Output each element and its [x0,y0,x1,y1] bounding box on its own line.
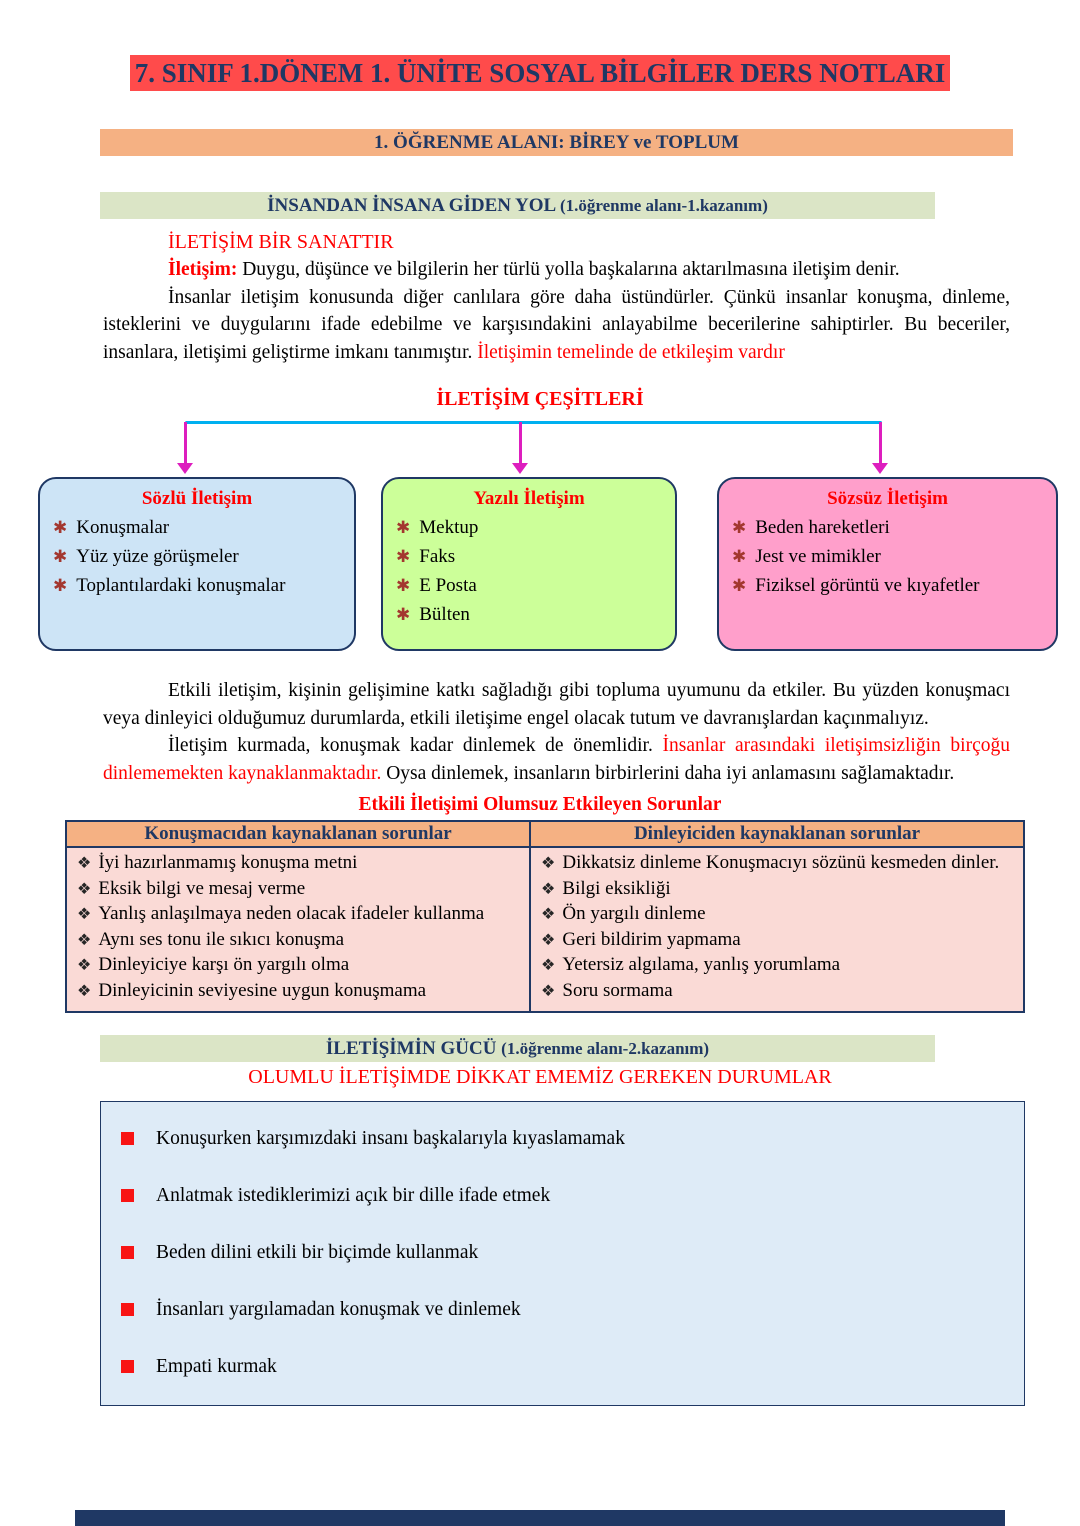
list-item [48,542,346,571]
diamond-bullet-icon: ❖ [541,906,556,923]
paragraph-red-note: İnsanlar arasındaki iletişimsizliğin birçoğu dinlememekten kaynaklanmaktadır. [103,735,1010,784]
asterisk-bullet-icon: ✱ [732,547,747,566]
diagram-box-sozlu-iletisim [38,477,356,651]
problem-item [77,851,521,877]
list-item-text: İnsanları yargılamadan konuşmak ve dinlemek [156,1299,521,1320]
problem-item-text: Geri bildirim yapmama [562,928,741,950]
table-header-listener: Dinleyiciden kaynaklanan sorunlar [530,821,1024,847]
problem-item-text: Soru sormama [562,979,673,1001]
list-item [121,1127,1000,1151]
title-row [0,0,1080,89]
problem-item-text: Yetersiz algılama, yanlış yorumlama [562,954,841,975]
middle-paragraphs [103,677,1010,787]
asterisk-bullet-icon: ✱ [396,605,411,624]
problem-item [541,902,1015,928]
problem-item-text: Bilgi eksikliği [562,877,671,899]
list-item-text: Fiziksel görüntü ve kıyafetler [755,575,980,596]
learning-area-banner-text: 1. ÖĞRENME ALANI: BİREY ve TOPLUM [374,132,739,153]
list-item-text: Beden dilini etkili bir biçimde kullanmak [156,1242,479,1263]
positive-communication-box [100,1101,1025,1406]
list-item-text: Bülten [419,604,470,625]
list-item-text: Konuşurken karşımızdaki insanı başkalarıyla kıyaslamamak [156,1128,625,1149]
red-square-bullet-icon [121,1303,134,1316]
paragraph-red-note: İletişimin temelinde de etkileşim vardır [477,341,785,363]
footer-bar [75,1510,1005,1526]
connector-horizontal-line [185,421,882,424]
problem-item-text: Dinleyiciye karşı ön yargılı olma [98,954,350,975]
problem-item [77,979,521,1005]
list-item [391,513,667,542]
diagram-title: İLETİŞİM ÇEŞİTLERİ [436,388,644,410]
diamond-bullet-icon: ❖ [541,982,556,1000]
problem-item [77,953,521,979]
down-arrow-icon [177,422,193,474]
diamond-bullet-icon: ❖ [77,880,92,898]
problem-item-text: Eksik bilgi ve mesaj verme [98,877,306,899]
problem-item-text: İyi hazırlanmamış konuşma metni [98,852,358,873]
definition-term: İletişim: [168,259,238,280]
learning-area-banner [100,129,1013,156]
table-header-row [66,821,1024,847]
diamond-bullet-icon: ❖ [541,880,556,898]
list-item-text: Empati kurmak [156,1356,277,1377]
problem-item [77,902,521,928]
diamond-bullet-icon: ❖ [77,855,92,872]
list-item [727,513,1048,542]
list-item [727,542,1048,571]
problem-item [541,877,1015,903]
list-item [48,513,346,542]
definition-text: Duygu, düşünce ve bilgilerin her türlü yolla başkalarına aktarılmasına iletişim denir. [237,259,900,280]
power-banner-title: İLETİŞİMİN GÜCÜ [325,1038,497,1059]
topic-banner [100,192,935,219]
power-banner [100,1035,935,1062]
table-header-speaker: Konuşmacıdan kaynaklanan sorunlar [66,821,530,847]
list-item [391,542,667,571]
table-title: Etkili İletişimi Olumsuz Etkileyen Sorunlar [358,794,722,815]
diagram-box-yazili-iletisim [381,477,677,651]
paragraph-listening [103,732,1010,787]
box-title: Yazılı İletişim [473,488,585,509]
diamond-bullet-icon: ❖ [77,957,92,974]
list-item [121,1184,1000,1208]
asterisk-bullet-icon: ✱ [53,547,68,566]
list-item-text: Jest ve mimikler [755,546,881,567]
problem-item [541,851,1015,877]
problem-item-text: Dinleyicinin seviyesine uygun konuşmama [98,979,427,1001]
diamond-bullet-icon: ❖ [541,931,556,949]
list-item-text: Anlatmak istediklerimizi açık bir dille ifade etmek [156,1185,551,1206]
diamond-bullet-icon: ❖ [77,931,92,949]
diagram-connector [0,419,1080,477]
asterisk-bullet-icon: ✱ [396,547,411,566]
list-item-text: Yüz yüze görüşmeler [76,546,239,567]
list-item [121,1355,1000,1379]
diamond-bullet-icon: ❖ [77,982,92,1000]
table-cell-speaker-problems [66,847,530,1012]
list-item-text: Beden hareketleri [755,517,890,538]
paragraph-effective-communication: Etkili iletişim, kişinin gelişimine katkı sağladığı gibi topluma uyumunu da etkiler. Bu yüzden konuşmacı veya dinleyici olduğumuz durumlarda, etkili iletişime engel olacak tutum ve davranışlardan kaçınmalıyız. [103,680,1010,729]
list-item-text: Faks [419,546,456,567]
asterisk-bullet-icon: ✱ [732,576,747,595]
problem-item [77,877,521,903]
red-square-bullet-icon [121,1189,134,1202]
list-item [727,571,1048,600]
list-item-text: Konuşmalar [76,517,170,538]
topic-banner-title: İNSANDAN İNSANA GİDEN YOL [267,195,556,216]
asterisk-bullet-icon: ✱ [732,518,747,537]
problem-item-text: Ön yargılı dinleme [562,903,706,924]
page-title: 7. SINIF 1.DÖNEM 1. ÜNİTE SOSYAL BİLGİLER DERS NOTLARI [130,55,950,91]
communication-problems-table [65,820,1025,1013]
diamond-bullet-icon: ❖ [541,855,556,872]
asterisk-bullet-icon: ✱ [53,576,68,595]
red-square-bullet-icon [121,1360,134,1373]
problem-item [541,928,1015,954]
asterisk-bullet-icon: ✱ [396,518,411,537]
list-item-text: E Posta [419,575,477,596]
problem-item [77,928,521,954]
paragraph-text: İnsanlar iletişim konusunda diğer canlılara göre daha üstündürler. Çünkü insanlar konuşma, dinleme, isteklerini ve duygularını ifade edebilme ve karşısındakini anlayabilme becerilerine sahiptirler. Bu beceriler, insanlara, iletişimi geliştirme imkanı tanımıştır. [103,286,1010,363]
problem-item [541,979,1015,1005]
power-subtitle: OLUMLU İLETİŞİMDE DİKKAT EMEMİZ GEREKEN DURUMLAR [248,1066,832,1088]
problem-item [541,953,1015,979]
table-body-row [66,847,1024,1012]
diamond-bullet-icon: ❖ [541,957,556,974]
table-cell-listener-problems [530,847,1024,1012]
paragraph-definition [103,256,1010,284]
list-item [48,571,346,600]
section-heading-iletisim-bir-sanattir: İLETİŞİM BİR SANATTIR [168,231,394,253]
down-arrow-icon [512,422,528,474]
down-arrow-icon [872,422,888,474]
problem-item-text: Aynı ses tonu ile sıkıcı konuşma [98,928,345,950]
asterisk-bullet-icon: ✱ [396,576,411,595]
intro-paragraphs [103,256,1010,366]
problem-item-text: Dikkatsiz dinleme Konuşmacıyı sözünü kesmeden dinler. [562,852,1000,873]
list-item-text: Mektup [419,517,479,538]
power-banner-kazanim: (1.öğrenme alanı-2.kazanım) [501,1039,710,1058]
red-square-bullet-icon [121,1246,134,1259]
box-title: Sözlü İletişim [141,488,253,509]
list-item [391,571,667,600]
paragraph-text: İletişim kurmada, konuşmak kadar dinlemek de önemlidir. [168,735,663,756]
list-item [121,1241,1000,1265]
topic-banner-kazanim: (1.öğrenme alanı-1.kazanım) [559,196,768,215]
list-item [121,1298,1000,1322]
list-item [391,600,667,629]
diamond-bullet-icon: ❖ [77,906,92,923]
problem-item-text: Yanlış anlaşılmaya neden olacak ifadeler kullanma [98,903,485,924]
list-item-text: Toplantılardaki konuşmalar [76,575,286,596]
communication-types-diagram [38,477,1080,651]
diagram-box-sozsuz-iletisim [717,477,1058,651]
paragraph-text: Oysa dinlemek, insanların birbirlerini daha iyi anlamasını sağlamaktadır. [386,762,955,784]
paragraph-human-communication [103,284,1010,367]
asterisk-bullet-icon: ✱ [53,518,68,537]
red-square-bullet-icon [121,1132,134,1145]
box-title: Sözsüz İletişim [827,488,948,509]
